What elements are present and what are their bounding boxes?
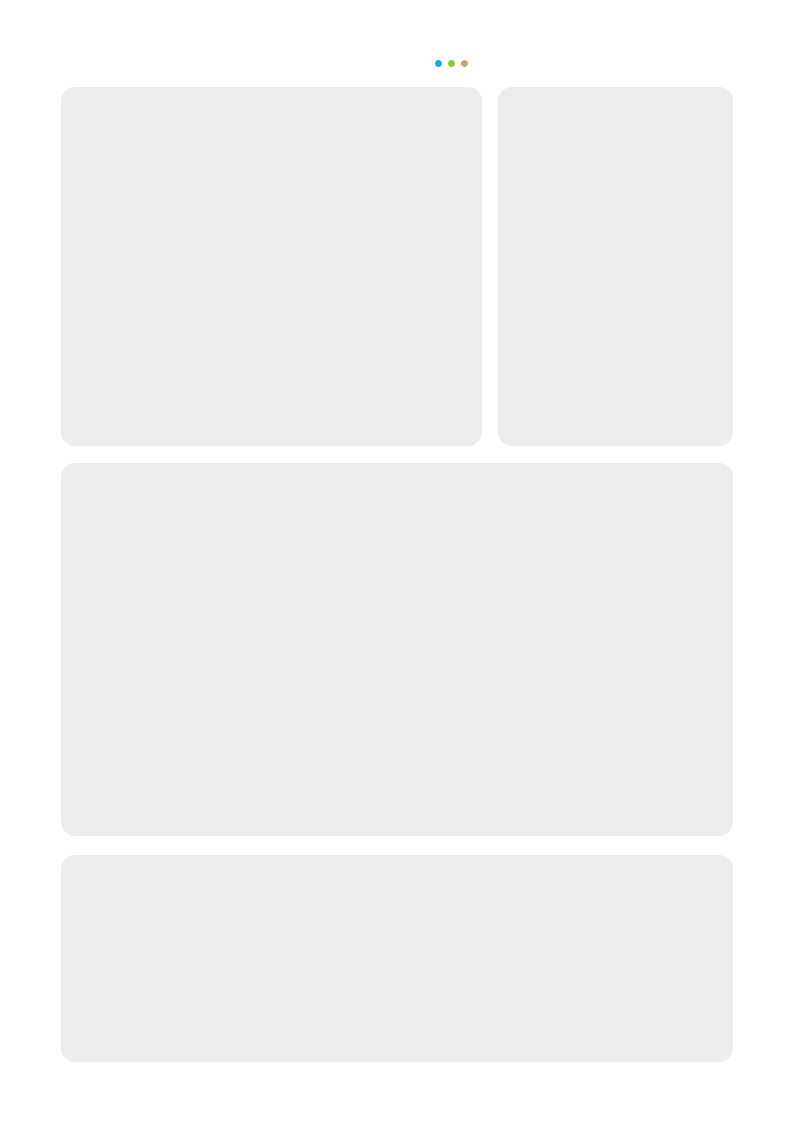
- panel-lg: [61, 855, 733, 1062]
- 2d-dot-icon: [448, 60, 455, 67]
- panel-lc: [61, 463, 733, 836]
- panel-ld: [498, 87, 733, 446]
- hard-dot-icon: [461, 60, 468, 67]
- materials-line: [434, 56, 469, 71]
- panel-lm: [61, 87, 482, 446]
- 3d-dot-icon: [435, 60, 442, 67]
